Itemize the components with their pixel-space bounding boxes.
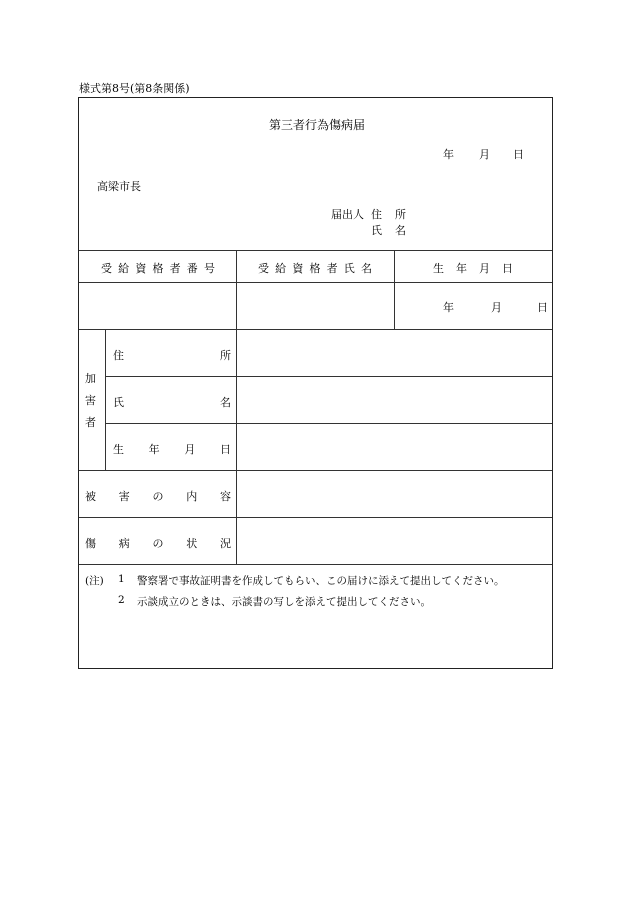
perpetrator-birth-date-label: 生 年 月 日	[113, 443, 231, 456]
perpetrator-birth-date-field[interactable]	[237, 424, 552, 470]
injury-status-field[interactable]	[237, 518, 552, 564]
perpetrator-name-field[interactable]	[237, 377, 552, 423]
injury-status-label: 傷 病 の 状 況	[85, 537, 231, 550]
recipient-number-header: 受 給 資 格 者 番 号	[101, 262, 215, 275]
birth-month-label: 月	[491, 301, 502, 314]
birth-date-header: 生 年 月 日	[433, 262, 513, 275]
note-number: 1	[118, 573, 125, 585]
notifier-label: 届出人	[331, 208, 364, 221]
addressee: 高梁市長	[97, 180, 141, 193]
birth-day-label: 日	[537, 301, 548, 314]
perpetrator-address-field[interactable]	[237, 330, 552, 376]
recipient-name-field[interactable]	[237, 283, 394, 329]
notes-section	[79, 565, 552, 669]
divider	[105, 329, 106, 470]
notes-prefix: (注)	[85, 575, 104, 587]
birth-date-field[interactable]	[395, 283, 552, 329]
damage-details-label: 被 害 の 内 容	[85, 490, 231, 503]
notifier-address-label: 住 所	[371, 208, 406, 221]
perpetrator-address-label: 住 所	[113, 349, 231, 362]
recipient-name-header: 受 給 資 格 者 氏 名	[258, 262, 372, 275]
perpetrator-name-label: 氏 名	[113, 396, 231, 409]
perpetrator-label: 加 害 者	[85, 372, 96, 429]
damage-details-field[interactable]	[237, 471, 552, 517]
notifier-name-label: 氏 名	[371, 224, 406, 237]
notification-form	[78, 97, 553, 669]
note-text: 示談成立のときは、示談書の写しを添えて提出してください。	[137, 596, 431, 608]
recipient-number-field[interactable]	[80, 283, 236, 329]
divider	[79, 250, 552, 251]
note-number: 2	[118, 594, 125, 606]
form-title: 第三者行為傷病届	[269, 118, 366, 132]
birth-year-label: 年	[443, 301, 454, 314]
day-label: 日	[513, 148, 524, 161]
year-label: 年	[443, 148, 454, 161]
month-label: 月	[479, 148, 490, 161]
form-number-caption: 様式第8号(第8条関係)	[79, 82, 190, 95]
note-text: 警察署で事故証明書を作成してもらい、この届けに添えて提出してください。	[137, 575, 505, 587]
